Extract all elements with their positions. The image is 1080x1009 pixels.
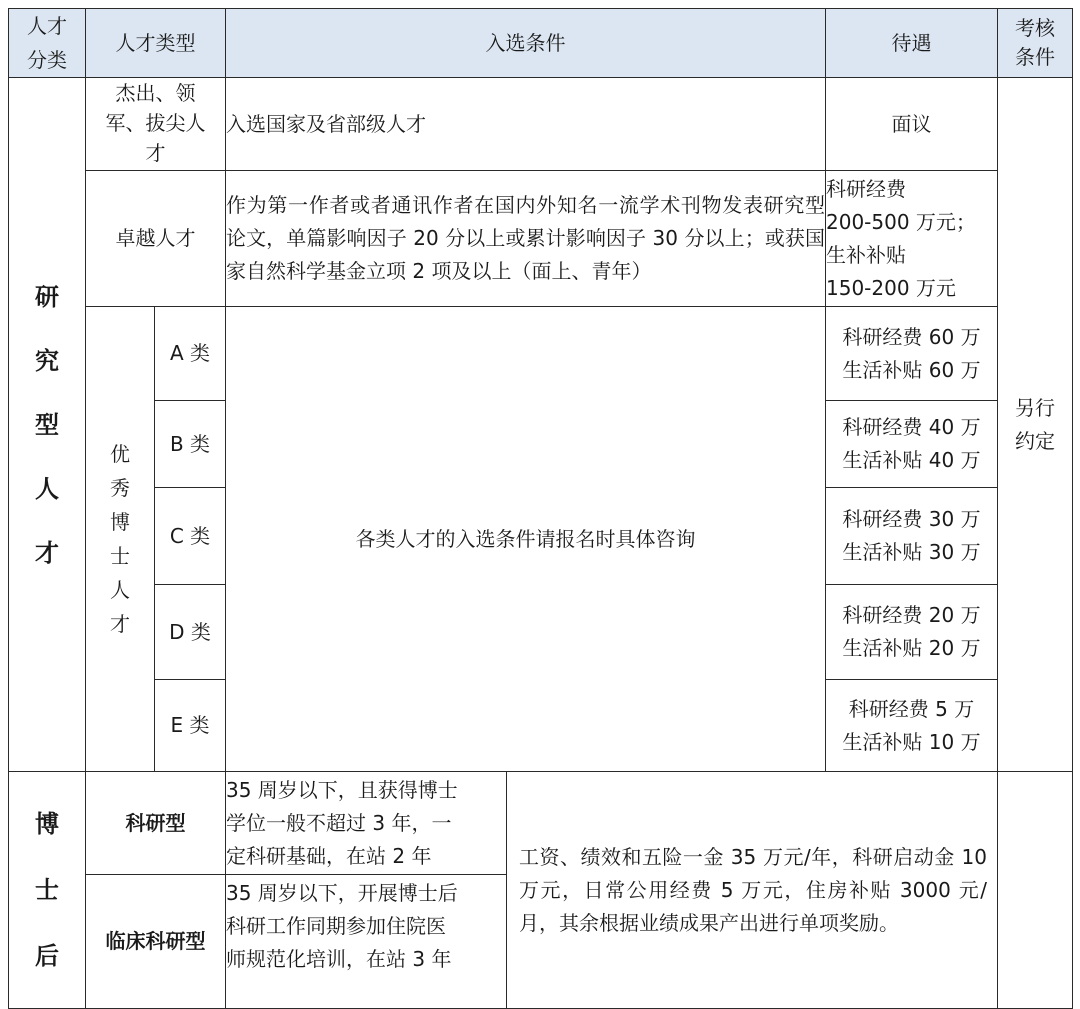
header-row	[9, 9, 1073, 78]
condition-postdoc-research: 35 周岁以下，且获得博士 学位一般不超过 3 年，一 定科研基础，在站 2 年	[226, 772, 507, 875]
benefit-phd-e: 科研经费 5 万 生活补贴 10 万	[826, 680, 998, 772]
phd-class-d: D 类	[155, 585, 226, 680]
type-excellent: 卓越人才	[86, 171, 226, 307]
benefit-phd-a: 科研经费 60 万 生活补贴 60 万	[826, 307, 998, 401]
table-row	[9, 78, 1073, 171]
condition-excellent: 作为第一作者或者通讯作者在国内外知名一流学术刊物发表研究型论文，单篇影响因子 20 分以上或累计影响因子 30 分以上；或获国家自然科学基金立项 2 项及以上（面上、青年）	[226, 171, 826, 307]
phd-class-a: A 类	[155, 307, 226, 401]
table-row	[9, 772, 1073, 875]
type-phd: 优秀博士人才	[86, 307, 155, 772]
talent-policy-table	[8, 8, 1073, 1009]
benefit-outstanding: 面议	[826, 78, 998, 171]
category-research: 研究型人才	[9, 78, 86, 772]
type-postdoc-clinical: 临床科研型	[86, 875, 226, 1009]
benefit-phd-d: 科研经费 20 万 生活补贴 20 万	[826, 585, 998, 680]
benefit-phd-b: 科研经费 40 万 生活补贴 40 万	[826, 401, 998, 488]
table-row	[9, 171, 1073, 307]
table-row	[9, 307, 1073, 401]
assessment-research: 另行约定	[998, 78, 1073, 772]
header-category: 人才分类	[9, 9, 86, 78]
category-postdoc: 博士后	[9, 772, 86, 1009]
type-outstanding: 杰出、领军、拔尖人才	[86, 78, 226, 171]
phd-class-e: E 类	[155, 680, 226, 772]
type-postdoc-research: 科研型	[86, 772, 226, 875]
assessment-postdoc	[998, 772, 1073, 1009]
header-benefits: 待遇	[826, 9, 998, 78]
phd-class-b: B 类	[155, 401, 226, 488]
phd-class-c: C 类	[155, 488, 226, 585]
header-type: 人才类型	[86, 9, 226, 78]
benefit-excellent: 科研经费 200-500 万元； 生补补贴 150-200 万元	[826, 171, 998, 307]
benefit-phd-c: 科研经费 30 万 生活补贴 30 万	[826, 488, 998, 585]
benefit-postdoc: 工资、绩效和五险一金 35 万元/年，科研启动金 10 万元，日常公用经费 5 万元，住房补贴 3000 元/月，其余根据业绩成果产出进行单项奖励。	[507, 772, 998, 1009]
header-conditions: 入选条件	[226, 9, 826, 78]
condition-phd: 各类人才的入选条件请报名时具体咨询	[226, 307, 826, 772]
condition-postdoc-clinical: 35 周岁以下，开展博士后 科研工作同期参加住院医 师规范化培训，在站 3 年	[226, 875, 507, 1009]
header-assessment: 考核条件	[998, 9, 1073, 78]
condition-outstanding: 入选国家及省部级人才	[226, 78, 826, 171]
